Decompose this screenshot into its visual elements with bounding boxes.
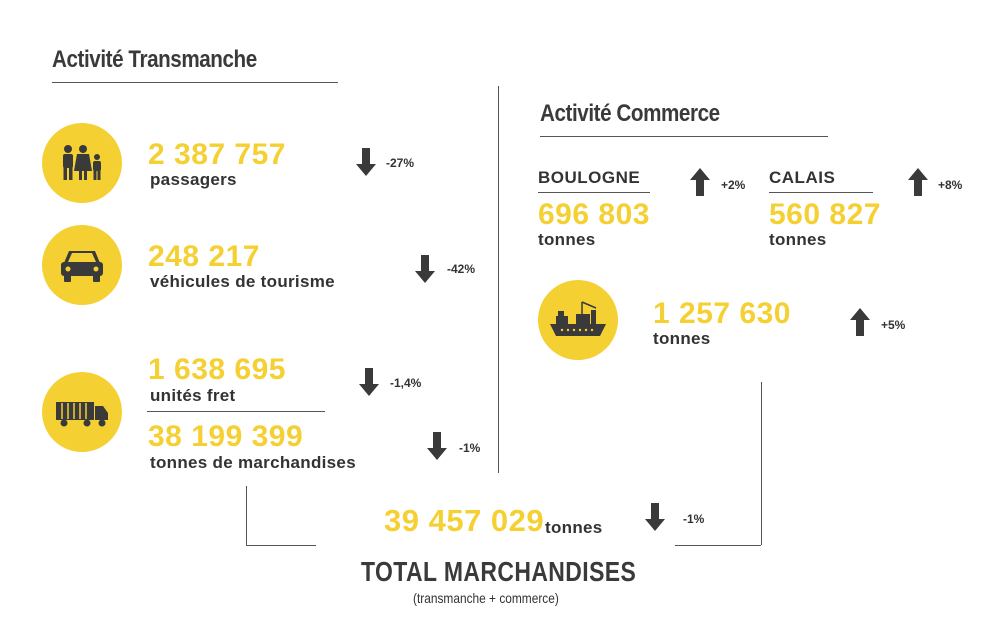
vehicles-circle [42,225,122,305]
freight-separator [147,411,325,412]
grand-total-value: 39 457 029 [384,503,545,538]
grand-total-title: TOTAL MARCHANDISES [361,556,637,587]
calais-up-arrow-icon [908,168,928,196]
right-connector-horizontal [675,545,761,546]
grand-total-down-arrow-icon [645,503,665,531]
commerce-total-up-arrow-icon [850,308,870,336]
passengers-change: -27% [386,156,415,170]
calais-value: 560 827 [769,198,881,231]
calais-unit: tonnes [769,230,827,249]
vehicles-change: -42% [447,262,476,276]
grand-total-subtitle: (transmanche + commerce) [413,590,559,606]
transmanche-title-rule [52,82,338,83]
boulogne-rule [538,192,650,193]
transmanche-title: Activité Transmanche [52,46,257,73]
freight-tonnes-down-arrow-icon [427,432,447,460]
freight-circle [42,372,122,452]
boulogne-value: 696 803 [538,198,650,231]
commerce-circle [538,280,618,360]
left-connector-horizontal [246,545,316,546]
calais-change: +8% [938,178,963,192]
commerce-total-unit: tonnes [653,329,711,348]
boulogne-up-arrow-icon [690,168,710,196]
vehicles-down-arrow-icon [415,255,435,283]
car-icon [42,225,122,305]
family-icon [42,123,122,203]
passengers-label: passagers [150,170,237,189]
commerce-title-rule [540,136,828,137]
freight-units-label: unités fret [150,386,236,405]
passengers-down-arrow-icon [356,148,376,176]
right-connector-vertical [761,382,762,545]
calais-rule [769,192,873,193]
freight-tonnes-value: 38 199 399 [148,420,304,453]
grand-total-change: -1% [683,512,705,526]
vehicles-label: véhicules de tourisme [150,272,335,291]
boulogne-unit: tonnes [538,230,596,249]
cargo-ship-icon [538,280,618,360]
commerce-total-change: +5% [881,318,906,332]
left-connector-vertical [246,486,247,545]
grand-total-unit: tonnes [545,518,603,537]
commerce-total-value: 1 257 630 [653,297,791,330]
calais-label: CALAIS [769,168,836,187]
freight-units-change: -1,4% [390,376,422,390]
truck-icon [42,372,122,452]
vehicles-value: 248 217 [148,240,260,273]
boulogne-change: +2% [721,178,746,192]
passengers-circle [42,123,122,203]
freight-tonnes-change: -1% [459,441,481,455]
freight-tonnes-label: tonnes de marchandises [150,453,356,472]
center-divider [498,86,499,473]
commerce-title: Activité Commerce [540,100,720,127]
freight-units-down-arrow-icon [359,368,379,396]
freight-units-value: 1 638 695 [148,353,286,386]
passengers-value: 2 387 757 [148,138,286,171]
boulogne-label: BOULOGNE [538,168,641,187]
